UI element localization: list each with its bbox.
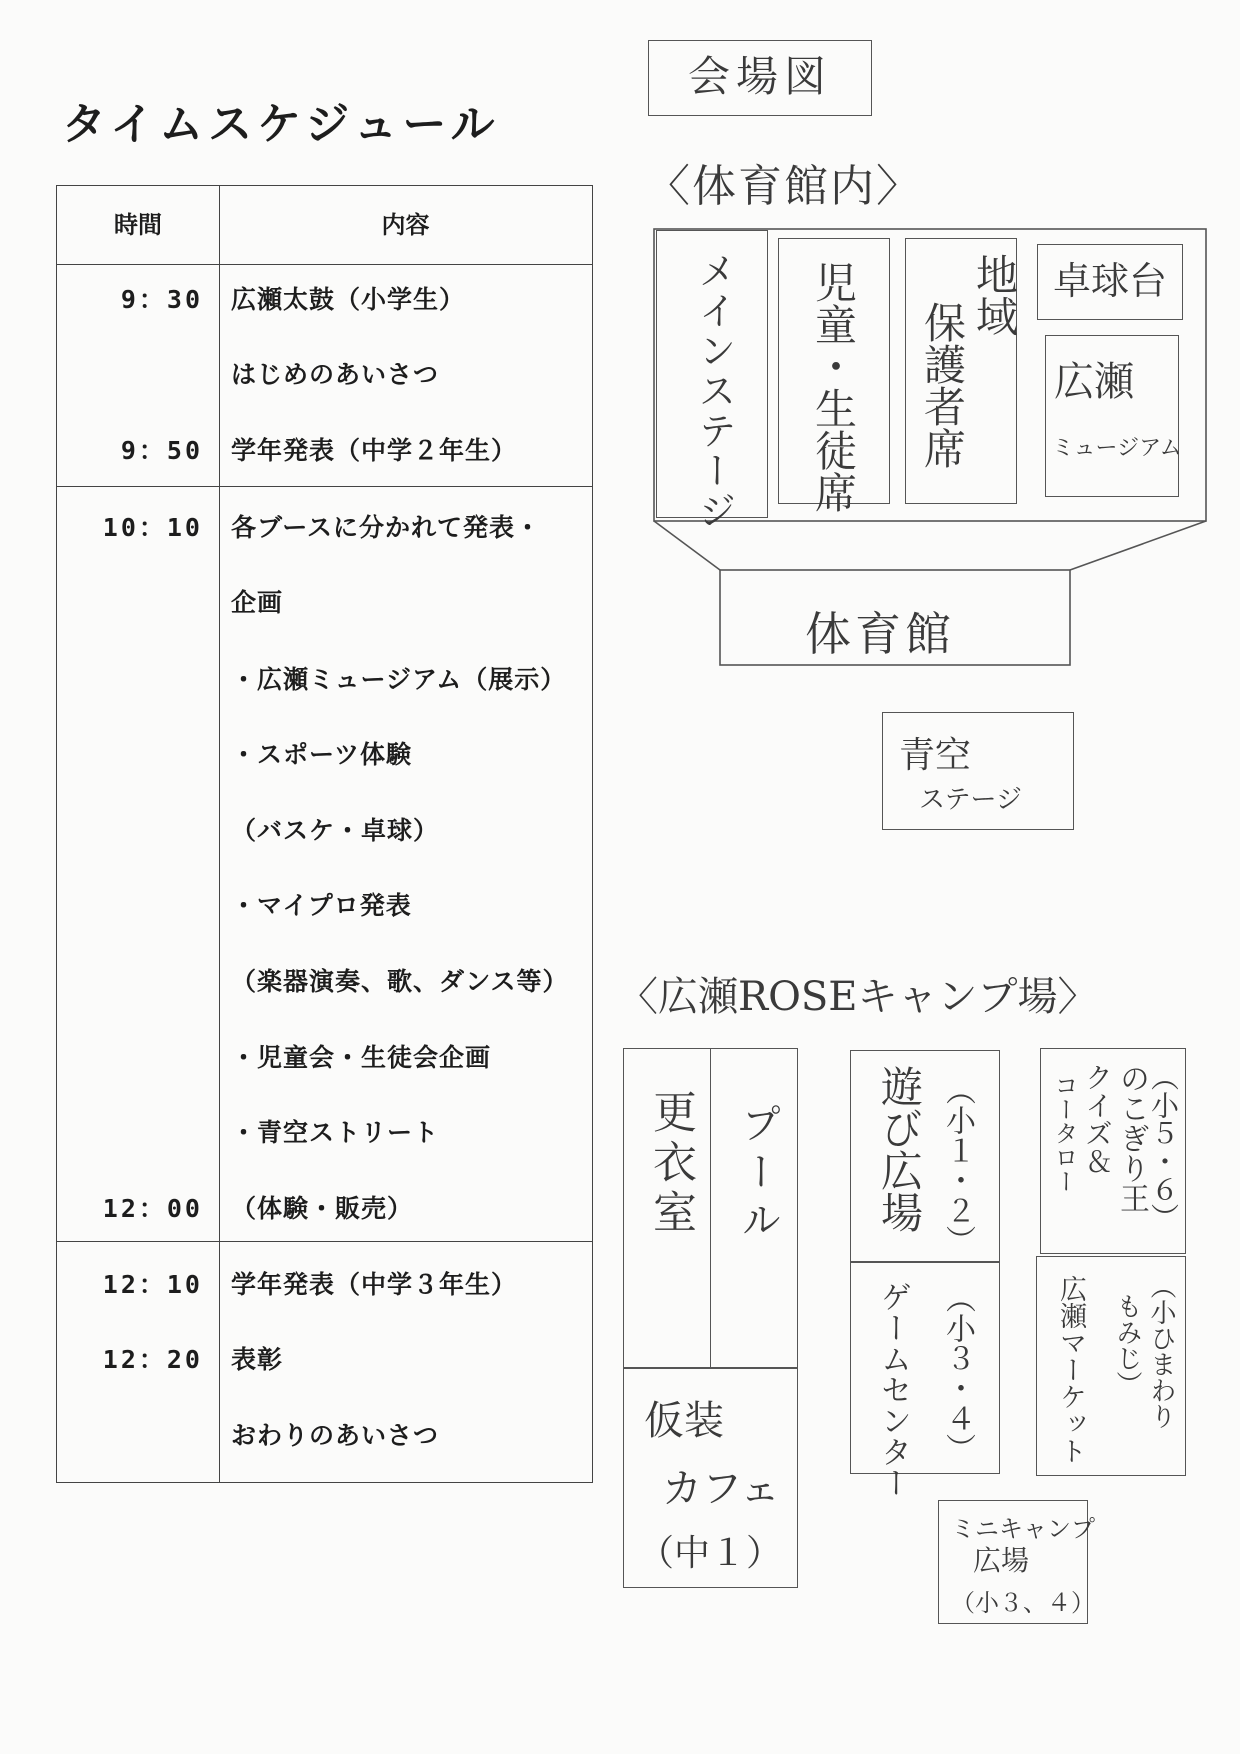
row-time: 10：10: [102, 513, 203, 542]
row-content: （バスケ・卓球）: [231, 816, 440, 845]
game-center-grade: （小３・４）: [940, 1283, 975, 1463]
cafe-label-1: 仮装: [644, 1398, 724, 1444]
table-row: [57, 962, 592, 1002]
header-content: 内容: [381, 211, 430, 239]
row-time: 9：50: [120, 436, 203, 465]
game-center-label: ゲームセンター: [875, 1281, 911, 1498]
table-row: [57, 660, 592, 700]
quiz-area: [1040, 1048, 1186, 1254]
quiz-label-3: コータロー: [1050, 1073, 1078, 1193]
table-row: [57, 886, 592, 926]
table-tennis-area: 卓球台: [1037, 244, 1183, 320]
museum-label-1: 広瀬: [1054, 359, 1134, 405]
guardian-seats-label-1: 地域: [970, 253, 1019, 337]
cafe-area: [623, 1368, 798, 1588]
student-seats-label: 児童・生徒席: [809, 261, 858, 513]
quiz-label-1: のこぎり王: [1114, 1063, 1149, 1213]
cafe-label-2: カフェ: [662, 1466, 780, 1512]
row-content: おわりのあいさつ: [231, 1421, 440, 1450]
play-area: [850, 1050, 1000, 1262]
row-content: ・広瀬ミュージアム（展示）: [231, 665, 567, 694]
row-content: （体験・販売）: [231, 1194, 414, 1223]
row-content: はじめのあいさつ: [231, 360, 440, 389]
gym-label: 体育館: [805, 607, 955, 661]
table-row: [57, 1416, 592, 1456]
table-row: [57, 1265, 592, 1305]
row-content: ・青空ストリート: [231, 1118, 440, 1147]
row-content: 広瀬太鼓（小学生）: [231, 285, 466, 314]
table-row: [57, 1189, 592, 1229]
main-stage-area: [656, 230, 768, 531]
row-group-divider: [57, 486, 592, 487]
market-grade-1: （小ひまわり: [1146, 1273, 1176, 1429]
row-content: 学年発表（中学２年生）: [231, 436, 518, 465]
table-row: [57, 508, 592, 548]
header-time: 時間: [114, 211, 162, 239]
student-seats-area: [778, 238, 890, 513]
cafe-label-3: （中１）: [638, 1533, 783, 1574]
table-row: [57, 1340, 592, 1380]
table-row: [57, 735, 592, 775]
museum-area: [1045, 335, 1182, 497]
aozora-stage-label-2: ステージ: [919, 785, 1022, 815]
table-row: [57, 1038, 592, 1078]
mini-camp-grade: （小３、４）: [951, 1589, 1095, 1617]
row-content: ・マイプロ発表: [231, 891, 412, 920]
main-stage-label: メインステージ: [692, 251, 736, 531]
map-title: 会場図: [648, 40, 872, 116]
game-center-area: [850, 1262, 1000, 1498]
guardian-seats-label-2: 保護者席: [918, 301, 967, 469]
pool-label: プール: [735, 1103, 781, 1247]
row-content: 企画: [231, 588, 284, 617]
table-row: [57, 431, 592, 471]
table-row: [57, 280, 592, 320]
row-content: 表彰: [231, 1345, 284, 1374]
schedule-table: [56, 185, 593, 1483]
aozora-stage-label-1: 青空: [899, 735, 972, 776]
changing-room-label: 更衣室: [645, 1089, 696, 1239]
mini-camp-label-2: 広場: [973, 1544, 1030, 1577]
table-row: [57, 1113, 592, 1153]
changing-pool-area: [623, 1048, 798, 1368]
row-content: 各ブースに分かれて発表・: [231, 513, 542, 542]
row-content: （楽器演奏、歌、ダンス等）: [231, 967, 569, 996]
header-divider: [57, 264, 592, 265]
mini-camp-area: [938, 1500, 1095, 1624]
market-grade-2: もみじ）: [1112, 1293, 1142, 1397]
row-time: 12：00: [102, 1194, 203, 1223]
gym-section-title: 〈体育館内〉: [646, 161, 922, 212]
row-time: 12：10: [102, 1270, 203, 1299]
row-content: 学年発表（中学３年生）: [231, 1270, 518, 1299]
row-content: ・児童会・生徒会企画: [231, 1043, 492, 1072]
camp-section-title: 〈広瀬ROSEキャンプ場〉: [618, 974, 1098, 1020]
row-content: ・スポーツ体験: [231, 740, 413, 769]
play-area-label: 遊び広場: [875, 1065, 924, 1233]
row-time: 9：30: [120, 285, 203, 314]
table-row: [57, 355, 592, 395]
mini-camp-label-1: ミニキャンプ: [951, 1515, 1095, 1543]
table-row: [57, 583, 592, 623]
market-area: [1036, 1256, 1186, 1476]
aozora-stage-area: [882, 712, 1074, 830]
museum-label-2: ミュージアム: [1052, 436, 1182, 461]
pool-divider: [710, 1049, 711, 1367]
row-group-divider: [57, 1241, 592, 1242]
schedule-title: タイムスケジュール: [62, 99, 500, 150]
quiz-grade: （小５・６）: [1147, 1063, 1180, 1231]
quiz-label-2: クイズ＆: [1081, 1063, 1114, 1175]
row-time: 12：20: [102, 1345, 203, 1374]
market-label: 広瀬マーケット: [1055, 1275, 1086, 1464]
play-area-grade: （小１・２）: [940, 1075, 975, 1255]
table-row: [57, 811, 592, 851]
guardian-seats-area: [905, 238, 1017, 504]
